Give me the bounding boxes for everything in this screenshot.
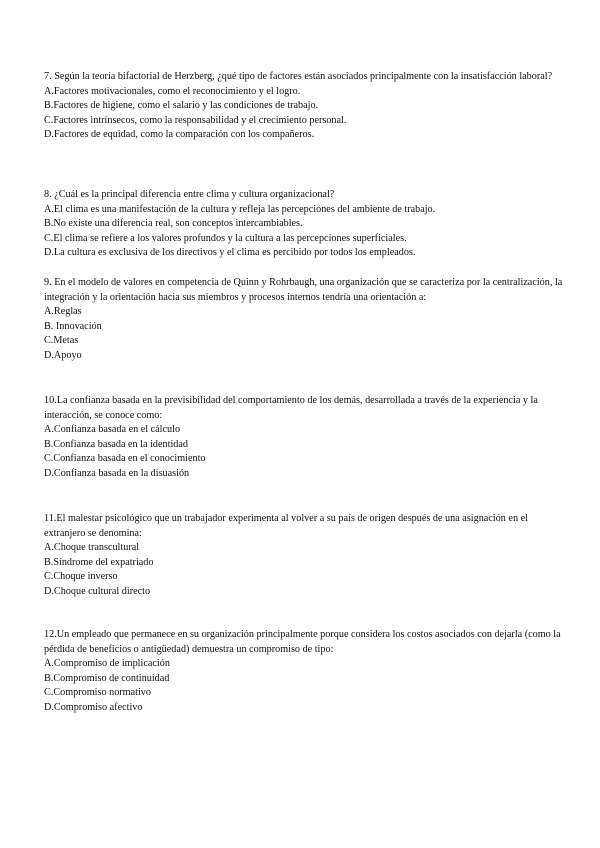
option-a: A.Choque transcultural (44, 542, 140, 554)
question-stem: 11.El malestar psicológico que un trabajador experimenta al volver a su país de origen después de una asignación en el extranjero se denomina: (44, 513, 528, 539)
question-9 (44, 276, 564, 364)
option-b: B.Factores de higiene, como el salario y las condiciones de trabajo. (44, 100, 319, 112)
option-d: D.Factores de equidad, como la comparación con los compañeros. (44, 129, 315, 141)
option-c: C.Confianza basada en el conocimiento (44, 453, 206, 465)
option-b: B.No existe una diferencia real, son conceptos intercambiables. (44, 218, 303, 230)
option-d: D.Apoyo (44, 349, 82, 361)
option-c: C.Compromiso normativo (44, 687, 151, 699)
option-a: A.Confianza basada en el cálculo (44, 424, 181, 436)
question-11 (44, 512, 564, 600)
option-c: C.Metas (44, 335, 79, 347)
question-stem: 12.Un empleado que permanece en su organización principalmente porque considera los costos asociados con dejarla (como la pérdida de beneficios o antigüedad) demuestra un compromiso de tipo: (44, 629, 561, 655)
option-b: B. Innovación (44, 320, 102, 332)
option-a: A.Factores motivacionales, como el reconocimiento y el logro. (44, 85, 301, 97)
option-a: A.Reglas (44, 306, 82, 318)
option-c: C.Choque inverso (44, 571, 118, 583)
question-stem: 8. ¿Cuál es la principal diferencia entre clima y cultura organizacional? (44, 189, 335, 200)
option-d: D.La cultura es exclusiva de los directivos y el clima es percibido por todos los empleados. (44, 247, 416, 259)
question-stem: 7. Según la teoría bifactorial de Herzberg, ¿qué tipo de factores están asociados principalmente con la insatisfacción laboral? (44, 71, 553, 82)
question-stem: 10.La confianza basada en la previsibilidad del comportamiento de los demás, desarrollada a través de la experiencia y la interacción, se conoce como: (44, 395, 538, 421)
option-b: B.Confianza basada en la identidad (44, 438, 188, 450)
option-a: A.El clima es una manifestación de la cultura y refleja las percepciones del ambiente de trabajo. (44, 203, 436, 215)
option-b: B.Síndrome del expatriado (44, 556, 154, 568)
question-12 (44, 628, 564, 716)
option-d: D.Compromiso afectivo (44, 701, 143, 713)
question-stem: 9. En el modelo de valores en competencia de Quinn y Rohrbaugh, una organización que se caracteriza por la centralización, la integración y la orientación hacia sus miembros y procesos internos tendría una orientación a: (44, 277, 563, 303)
option-a: A.Compromiso de implicación (44, 658, 170, 670)
option-d: D.Confianza basada en la disuasión (44, 467, 190, 479)
question-10 (44, 394, 564, 482)
option-b: B.Compromiso de continuidad (44, 672, 170, 684)
option-c: C.Factores intrínsecos, como la responsabilidad y el crecimiento personal. (44, 114, 347, 126)
option-d: D.Choque cultural directo (44, 585, 151, 597)
question-7 (44, 70, 564, 143)
question-8 (44, 188, 564, 261)
option-c: C.El clima se refiere a los valores profundos y la cultura a las percepciones superficiales. (44, 232, 407, 244)
